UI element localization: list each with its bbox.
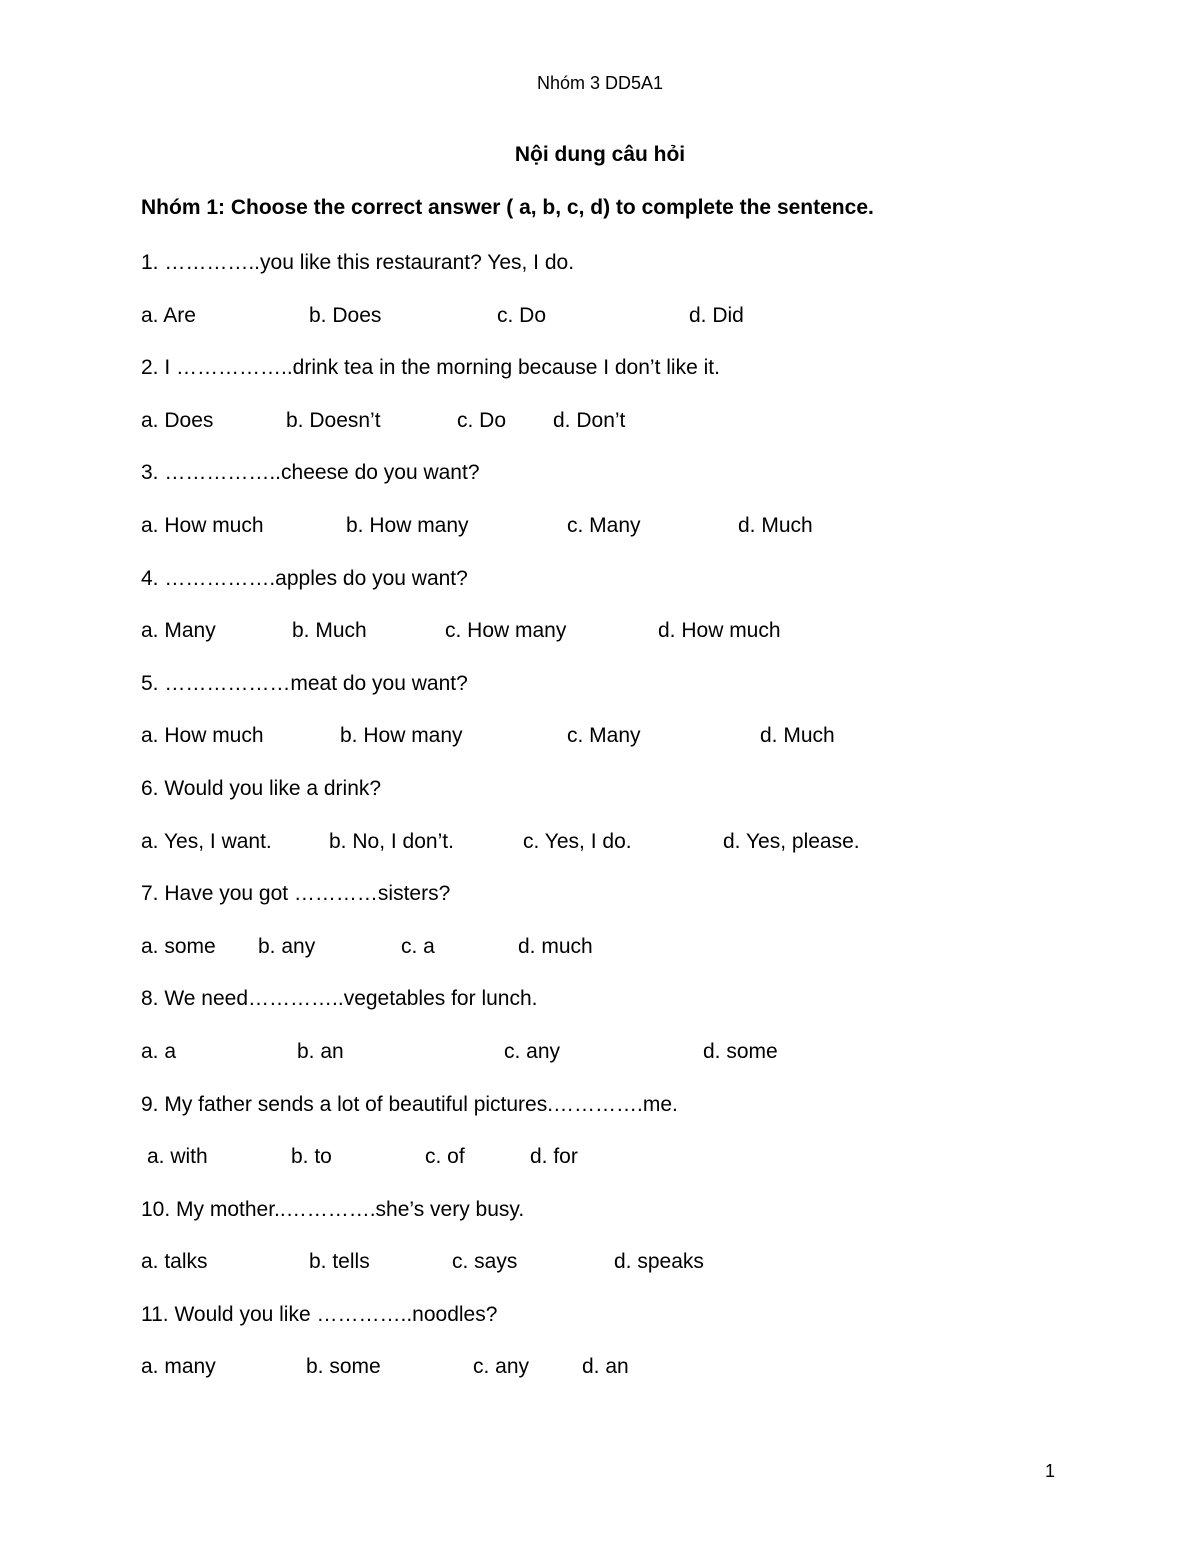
answer-option: d. Yes, please. [723,829,860,853]
question-text: 5. ………………meat do you want? [141,671,468,695]
answer-option: b. How many [340,724,463,748]
answer-option: b. any [258,934,316,958]
answer-options [141,407,1101,460]
question-text: 7. Have you got …………sisters? [141,882,451,906]
question-text: 3. ……………..cheese do you want? [141,461,480,485]
answer-option: b. to [291,1145,332,1169]
answer-option: a. Yes, I want. [141,829,272,853]
answer-option: d. speaks [614,1250,704,1274]
answer-options [141,1143,1101,1196]
answer-option: a. Many [141,619,216,643]
question-text: 6. Would you like a drink? [141,776,382,800]
answer-option: c. of [425,1145,465,1169]
page-title: Nội dung câu hỏi [514,143,686,166]
answer-option: a. talks [141,1250,208,1274]
page-number: 1 [1045,1461,1056,1481]
answer-option: d. How much [658,619,781,643]
answer-option: c. Many [567,724,641,748]
question-text: 10. My mother..………….she’s very busy. [141,1197,525,1221]
question-text: 11. Would you like …………..noodles? [141,1302,498,1326]
answer-option: b. No, I don’t. [329,829,454,853]
answer-options [141,302,1101,355]
answer-option: a. some [141,934,216,958]
question-text: 4. …………….apples do you want? [141,566,468,590]
answer-options [141,617,1101,670]
answer-option: a. Does [141,408,214,432]
answer-option: a. Are [141,303,196,327]
answer-options [141,933,1101,986]
answer-option: c. Yes, I do. [523,829,632,853]
answer-option: d. for [530,1145,578,1169]
answer-options [141,1248,1101,1301]
answer-option: c. says [452,1250,518,1274]
answer-option: d. much [518,934,593,958]
question-text: 8. We need…………..vegetables for lunch. [141,987,538,1011]
answer-option: c. Do [497,303,547,327]
answer-option: a. How much [141,724,264,748]
question-list [141,249,1101,1406]
answer-option: d. Did [689,303,744,327]
answer-option: a. with [147,1145,208,1169]
answer-option: d. an [582,1355,629,1379]
answer-option: b. some [306,1355,381,1379]
answer-option: b. Much [292,619,367,643]
answer-option: a. How much [141,513,264,537]
answer-option: a. many [141,1355,216,1379]
answer-option: d. Don’t [553,408,626,432]
question-text: 9. My father sends a lot of beautiful pictures.………….me. [141,1092,678,1116]
answer-options [141,1038,1101,1091]
answer-options [141,512,1101,565]
answer-option: c. Do [457,408,507,432]
answer-options [141,1353,1101,1406]
answer-option: c. any [504,1039,561,1063]
answer-option: b. How many [346,513,469,537]
answer-option: c. any [473,1355,530,1379]
answer-option: d. Much [760,724,835,748]
answer-option: c. How many [445,619,567,643]
answer-option: b. Doesn’t [286,408,381,432]
section-instruction: Nhóm 1: Choose the correct answer ( a, b, c, d) to complete the sentence. [141,196,874,219]
answer-options [141,828,1101,881]
answer-option: d. some [703,1039,778,1063]
answer-option: b. Does [309,303,382,327]
answer-option: b. tells [309,1250,370,1274]
answer-option: b. an [297,1039,344,1063]
answer-option: c. Many [567,513,641,537]
question-text: 1. …………..you like this restaurant? Yes, I do. [141,251,575,274]
page-header: Nhóm 3 DD5A1 [536,73,664,93]
question-text: 2. I ……………..drink tea in the morning because I don’t like it. [141,356,720,380]
answer-options [141,722,1101,775]
answer-option: a. a [141,1039,177,1063]
answer-option: c. a [401,934,435,958]
answer-option: d. Much [738,513,813,537]
